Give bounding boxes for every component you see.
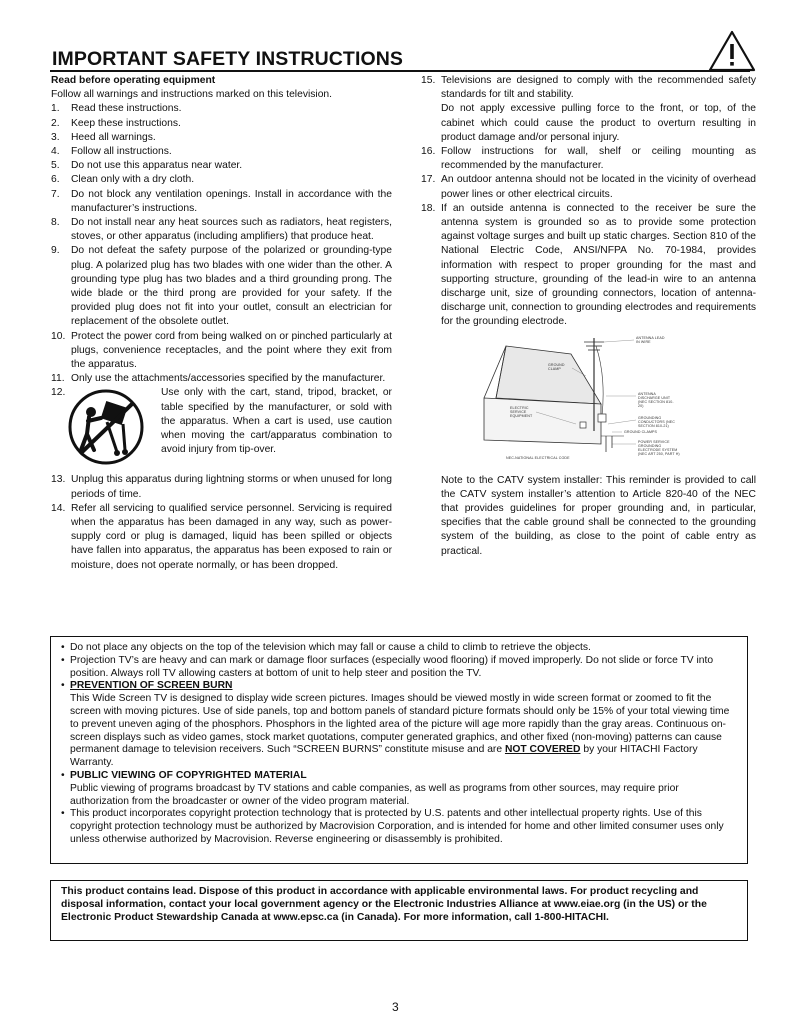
label-nec: NEC-NATIONAL ELECTRICAL CODE bbox=[506, 455, 570, 460]
item-number: 9. bbox=[51, 245, 60, 257]
lead-disposal-text: This product contains lead. Dispose of this product in accordance with applicable environmental laws. For product recycling and disposal information, contact your local government agency or the Electronic Industries Alliance at www.eiae.org (in the US) or the Electronic Product Stewardship Canada at www.epsc.ca (in Canada). For more information, call 1-800-HITACHI. bbox=[61, 886, 707, 923]
item-number: 8. bbox=[51, 217, 60, 229]
item-text: Follow instructions for wall, shelf or ceiling mounting as recommended by the manufacturer. bbox=[441, 146, 756, 172]
not-covered-text: NOT COVERED bbox=[504, 744, 581, 756]
list-item bbox=[51, 159, 392, 173]
item-number: 12. bbox=[51, 387, 66, 399]
page-header bbox=[50, 48, 750, 70]
right-column bbox=[421, 74, 756, 559]
label-ground-clamp: GROUND CLAMP bbox=[548, 362, 565, 371]
catv-note: Note to the CATV system installer: This reminder is provided to call the CATV system installer’s attention to Article 820-40 of the NEC that provides guidelines for proper grounding and, in particular, specifies that the cable ground shall be connected to the grounding system of the building, as close to the point of cable entry as practical. bbox=[441, 474, 756, 557]
item-text: Clean only with a dry cloth. bbox=[71, 174, 195, 186]
public-viewing-heading: PUBLIC VIEWING OF COPYRIGHTED MATERIAL bbox=[70, 769, 307, 781]
list-item bbox=[51, 216, 392, 244]
public-viewing-text: Public viewing of programs broadcast by TV stations and cable companies, as well as programs from other sources, may require prior authorization from the broadcaster or owner of the video program material. bbox=[70, 782, 679, 807]
item-number: 7. bbox=[51, 188, 60, 200]
item-number: 15. bbox=[421, 75, 436, 86]
item-number: 5. bbox=[51, 160, 60, 172]
list-item bbox=[51, 145, 392, 159]
bullet-item bbox=[61, 808, 737, 846]
item-number: 11. bbox=[51, 373, 65, 385]
warning-triangle-icon bbox=[707, 29, 757, 73]
screen-burn-heading: PREVENTION OF SCREEN BURN bbox=[70, 680, 233, 692]
list-item bbox=[51, 372, 392, 386]
bullet-text: Do not place any objects on the top of the television which may fall or cause a child to climb to retrieve the objects. bbox=[70, 642, 591, 653]
item-text: Only use the attachments/accessories specified by the manufacturer. bbox=[71, 373, 386, 385]
bullet-icon: • bbox=[61, 769, 65, 781]
list-item bbox=[51, 244, 392, 329]
cart-warning-icon bbox=[67, 388, 145, 466]
item-text: Read these instructions. bbox=[71, 103, 182, 115]
item-text: Keep these instructions. bbox=[71, 117, 181, 129]
list-item-cart bbox=[51, 386, 392, 473]
left-column bbox=[51, 74, 392, 573]
bullet-icon: • bbox=[61, 808, 65, 820]
item-text: Use only with the cart, stand, tripod, bracket, or table specified by the manufacturer, or sold with the apparatus. When a cart is used, use caution when moving the cart/apparatus combination to avoid injury from tip-over. bbox=[161, 387, 392, 456]
item-text: Follow all instructions. bbox=[71, 146, 172, 158]
item-text: Protect the power cord from being walked on or pinched particularly at plugs, convenience receptacles, and the point where they exit from the apparatus. bbox=[71, 330, 392, 371]
label-discharge-unit: ANTENNA DISCHARGE UNIT (NEC SECTION 810-20) bbox=[638, 391, 674, 408]
bullet-item bbox=[61, 680, 737, 770]
list-item bbox=[51, 473, 392, 501]
lead-disposal-box bbox=[50, 880, 748, 941]
item-number: 16. bbox=[421, 146, 436, 158]
list-item bbox=[421, 74, 756, 145]
title-rule bbox=[50, 70, 750, 72]
bullet-text: This product incorporates copyright protection technology that is protected by U.S. patents and other intellectual property rights. Use of this copyright protection technology must be authorized by Macrovision Corporation, and is intended for home and other limited consumer uses only unless otherwise authorized by Macrovision. Reverse engineering or disassembly is prohibited. bbox=[70, 808, 724, 845]
item-text-group bbox=[441, 74, 756, 145]
item-number: 13. bbox=[51, 474, 66, 486]
bullet-icon: • bbox=[61, 654, 65, 666]
bullet-icon: • bbox=[61, 642, 65, 653]
item-number: 4. bbox=[51, 146, 60, 158]
page-title: IMPORTANT SAFETY INSTRUCTIONS bbox=[52, 48, 404, 70]
item-number: 10. bbox=[51, 330, 66, 342]
list-item bbox=[51, 131, 392, 145]
item-number: 3. bbox=[51, 131, 60, 143]
list-item bbox=[51, 330, 392, 373]
list-item bbox=[421, 202, 756, 330]
bullet-text: Projection TV’s are heavy and can mark or damage floor surfaces (especially wood flooring) if moved improperly. Do not slide or force TV into position. Always roll TV allowing casters at bottom of unit to help steer and position the TV. bbox=[70, 654, 714, 679]
read-before-heading: Read before operating equipment bbox=[51, 75, 216, 86]
list-item bbox=[421, 145, 756, 173]
item-text: Heed all warnings. bbox=[71, 131, 156, 143]
item-number: 2. bbox=[51, 117, 60, 129]
label-grounding-conductors: GROUNDING CONDUCTORS (NEC SECTION 810-21) bbox=[638, 415, 675, 428]
bullet-icon: • bbox=[61, 680, 65, 692]
bullet-item bbox=[61, 770, 737, 808]
intro-text: Follow all warnings and instructions marked on this television. bbox=[51, 89, 333, 101]
item-number: 6. bbox=[51, 174, 60, 186]
item-text: If an outside antenna is connected to the receiver be sure the antenna system is grounded so as to provide some protection against voltage surges and built up static charges. Section 810 of the National Electric Code, ANSI/NFPA No. 70-1984, provides information with respect to proper grounding for the mast and supporting structure, grounding of the lead-in wire to an antenna discharge unit, size of grounding connectors, location of antenna-discharge unit, connection to grounding electrodes and requirements for the grounding electrode. bbox=[441, 202, 756, 328]
list-item bbox=[51, 502, 392, 573]
item-number: 1. bbox=[51, 103, 60, 115]
item-text: Refer all servicing to qualified service personnel. Servicing is required when the apparatus has been damaged in any way, such as power-supply cord or plug is damaged, liquid has been spilled or objects have fallen into apparatus, the apparatus has been exposed to rain or moisture, does not operate normally, or has been dropped. bbox=[71, 502, 392, 571]
screen-burn-text-end: by your HITACHI Factory Warranty. bbox=[70, 744, 698, 769]
item-text: Do not defeat the safety purpose of the polarized or grounding-type plug. A polarized plug has two blades with one wider than the other. A grounding type plug has two blades and a third grounding prong. The wide blade or the third prong are provided for your safety. If the provided plug does not fit into your outlet, consult an electrician for replacement of the obsolete outlet. bbox=[71, 245, 392, 328]
label-ground-clamps: GROUND CLAMPS bbox=[624, 429, 658, 434]
list-item bbox=[51, 117, 392, 131]
item-number: 14. bbox=[51, 502, 66, 514]
list-item bbox=[51, 188, 392, 216]
list-item bbox=[51, 173, 392, 187]
label-antenna-lead: ANTENNA LEAD IN WIRE bbox=[636, 335, 665, 344]
list-item bbox=[51, 102, 392, 116]
bullet-item bbox=[61, 655, 737, 681]
item-text: Do not install near any heat sources such as radiators, heat registers, stoves, or other apparatus (including amplifiers) that produce heat. bbox=[71, 217, 392, 243]
screen-burn-text: This Wide Screen TV is designed to display wide screen pictures. Images should be viewed mostly in wide screen format or zoomed to fit the screen with moving pictures. Use of side panels, top and bottom panels of standard picture formats should only be 15% of your total viewing time to prevent uneven aging of the phosphors. Phosphors in the lighted area of the picture will age more rapidly than the gray areas. Continuous on-screen displays such as video games, stock market quotations, computer generated graphics, and other fixed (non-moving) patterns can cause permanent damage to television receivers. Such “SCREEN BURNS” constitute misuse and are bbox=[70, 693, 730, 756]
item-text: Unplug this apparatus during lightning storms or when unused for long periods of time. bbox=[71, 474, 392, 500]
item-text: An outdoor antenna should not be located in the vicinity of overhead power lines or other electrical circuits. bbox=[441, 174, 756, 200]
item-extra-text: Do not apply excessive pulling force to the front, or top, of the cabinet which could cause the product to overturn resulting in product damage and/or personal injury. bbox=[441, 103, 756, 143]
item-text: Do not block any ventilation openings. Install in accordance with the manufacturer’s instructions. bbox=[71, 188, 392, 214]
item-text: Do not use this apparatus near water. bbox=[71, 160, 243, 172]
item-text: Televisions are designed to comply with the recommended safety standards for tilt and stability. bbox=[441, 75, 756, 101]
bullet-item bbox=[61, 642, 737, 655]
bullet-text-group bbox=[70, 770, 737, 808]
item-number: 18. bbox=[421, 202, 436, 214]
label-grounding-electrode: POWER SERVICE GROUNDING ELECTRODE SYSTEM (NEC ART 250, PART H) bbox=[638, 439, 680, 456]
label-service-equipment: ELECTRIC SERVICE EQUIPMENT bbox=[510, 405, 533, 418]
notice-box bbox=[50, 636, 748, 864]
item-number: 17. bbox=[421, 174, 436, 186]
list-item bbox=[421, 173, 756, 201]
bullet-text-group bbox=[70, 680, 737, 770]
antenna-grounding-diagram bbox=[476, 336, 706, 464]
page-number: 3 bbox=[392, 1000, 399, 1014]
